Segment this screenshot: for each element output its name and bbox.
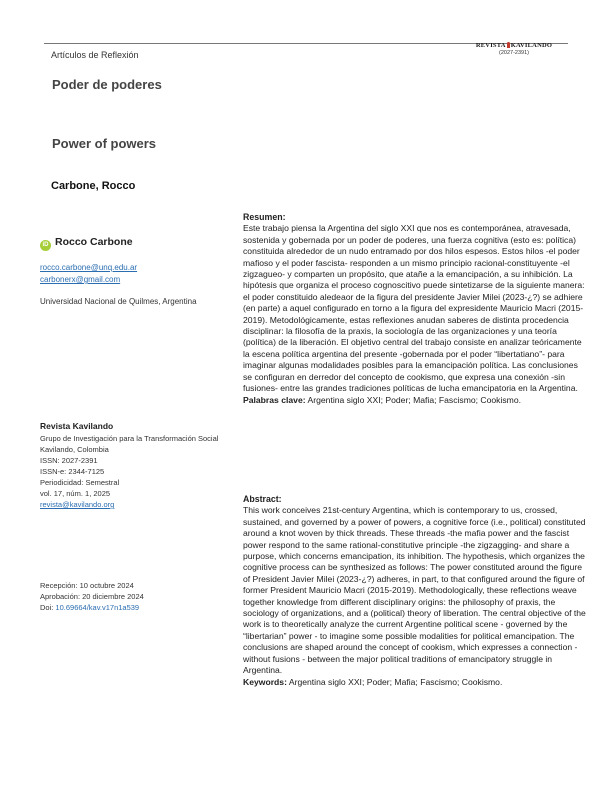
journal-eissn: ISSN-e: 2344-7125 — [40, 467, 105, 476]
journal-logo-name: REVISTA KAVILANDO — [475, 42, 553, 49]
author-name: iD Rocco Carbone — [40, 236, 230, 251]
email-link[interactable]: rocco.carbone@unq.edu.ar — [40, 263, 138, 272]
journal-name: Revista Kavilando — [40, 421, 114, 431]
section-label: Artículos de Reflexión — [51, 50, 139, 60]
pin-icon — [507, 42, 510, 48]
abstract-heading: Abstract: — [243, 494, 282, 504]
author-emails — [40, 262, 230, 286]
resumen-text: Este trabajo piensa la Argentina del siglo XXI que nos es contemporánea, atravesada, sostenida y gobernada por un poder de poderes, una fuerza cognitiva (esto es: política) constituida alrededor de un nudo entramado por dos hilos espesos. Estos hilos -el poder mafioso y el poder fascista- responden a un mismo principio racional-constituyente -el zigzagueo- y comparten un propósito, que atañe a la emancipación, a su inhibición. La hipótesis que organiza el proceso cognoscitivo puede sintetizarse de la siguiente manera: el poder constituido aledeaor de la figura del presidente Javier Milei (2023-¿?) se adhiere (en parte) a aquel configurado en torno a la figura del expresidente Mauricio Macri (2015-2019). Metodológicamente, estas reflexiones anudan saberes de distinta procedencia disciplinar: la filosofía de la praxis, la sociología de las organizaciones y una teoría (política) de la liberación. El objetivo central del trabajo consiste en analizar teóricamente la escena política argentina del presente -gobernada por el poder “libertatiano”- para imaginar algunas modalidades posibles para la emancipación política. Las conclusiones se configuran en derredor del concepto de cookismo, que expresa una conexión -sin fusiones- entre las grandes tradiciones políticas de lucha emancipatoria en la Argentina. — [243, 223, 585, 394]
email-link[interactable]: carbonerx@gmail.com — [40, 275, 121, 284]
approved-date: Aprobación: 20 diciembre 2024 — [40, 592, 144, 601]
keywords: Keywords: Argentina siglo XXI; Poder; Mafia; Fascismo; Cookismo. — [243, 676, 503, 687]
article-dates — [40, 580, 230, 613]
resumen-section — [243, 212, 588, 406]
title-spanish: Poder de poderes — [52, 77, 162, 92]
doi: Doi: 10.69664/kav.v17n1a539 — [40, 603, 140, 612]
resumen-heading: Resumen: — [243, 212, 286, 222]
palabras-clave: Palabras clave: Argentina siglo XXI; Poder; Mafia; Fascismo; Cookismo. — [243, 394, 522, 405]
journal-info — [40, 421, 230, 510]
journal-issn: ISSN: 2027-2391 — [40, 456, 98, 465]
received-date: Recepción: 10 octubre 2024 — [40, 581, 134, 590]
authors-line: Carbone, Rocco — [51, 180, 136, 192]
journal-volume: vol. 17, núm. 1, 2025 — [40, 489, 111, 498]
abstract-section — [243, 494, 588, 688]
title-english: Power of powers — [52, 136, 157, 151]
doi-link[interactable]: 10.69664/kav.v17n1a539 — [55, 603, 140, 612]
journal-logo-issn: (2027-2391) — [499, 50, 529, 56]
author-affiliation: Universidad Nacional de Quilmes, Argentina — [40, 297, 197, 306]
journal-group: Grupo de Investigación para la Transformación Social Kavilando, Colombia — [40, 434, 219, 454]
orcid-icon[interactable]: iD — [40, 240, 51, 251]
journal-periodicity: Periodicidad: Semestral — [40, 478, 120, 487]
journal-email-link[interactable]: revista@kavilando.org — [40, 500, 115, 509]
abstract-text: This work conceives 21st-century Argentina, which is contemporary to us, crossed, sustained, and governed by a power of powers, a cognitive force (i.e., political) constituted around a knot woven by thick threads. These threads -the mafia power and the fascist power respond to the same rational-constitutive principle -the zigzagging- and share a purpose, which concerns emancipation, its inhibition. The hypothesis, which organizes the cognitive process can be synthesized as follows: The power constituted around the figure of President Javier Milei (2023-¿?) adheres, in part, to that configured around the figure of former President Mauricio Macri (2015-2019). Methodologically, these reflections weave together knowledge from different disciplinary origins: the philosophy of praxis, the sociology of organizations, and a (political) theory of liberation. The central objective of the work is to theoretically analyze the current Argentine political scene - governed by the “libertarian” power - to imagine some possible modalities for political emancipation. The conclusions are shaped around the concept of cookism, which expresses a connection - without fusions - between the major political traditions of emancipatory struggle in Argentina. — [243, 505, 586, 676]
journal-logo — [474, 42, 554, 56]
